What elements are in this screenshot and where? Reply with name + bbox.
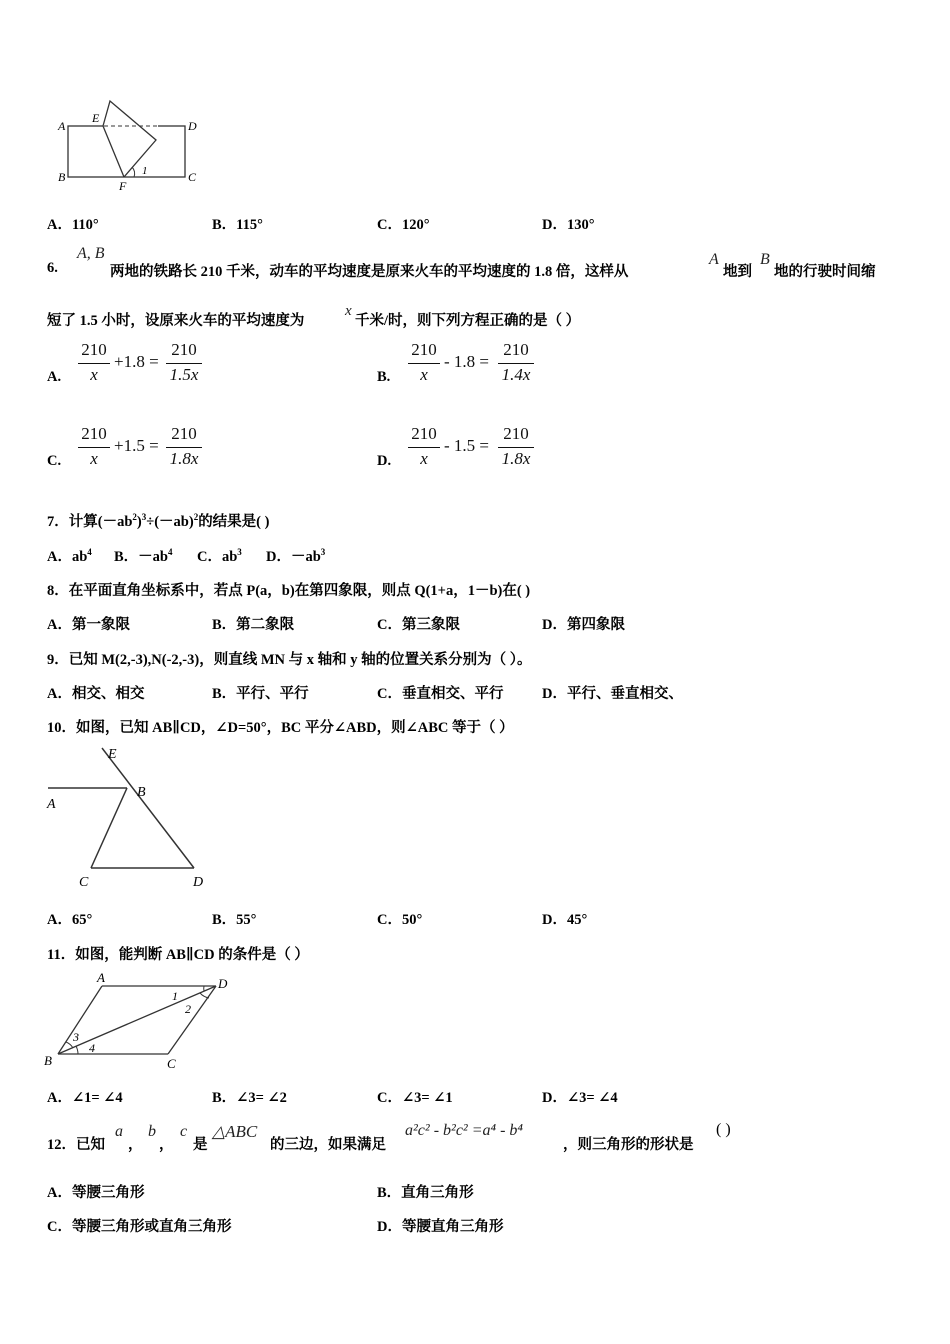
q10-label-a: A xyxy=(47,797,56,812)
q12-sep-1: ， xyxy=(128,1137,143,1153)
q5-label-b: B xyxy=(58,170,66,184)
q12-option-c: C．等腰三角形或直角三角形 xyxy=(47,1219,232,1235)
q8-stem: 8．在平面直角坐标系中，若点 P(a，b)在第四象限，则点 Q(1+a，1－b)在( ) xyxy=(47,583,531,599)
q11-option-c: C．∠3= ∠1 xyxy=(377,1090,453,1106)
q6-c-bar-1 xyxy=(78,447,110,448)
q9-stem: 9．已知 M(2,-3),N(-2,-3)，则直线 MN 与 x 轴和 y 轴的位置关系分别为（ ）。 xyxy=(47,652,532,668)
q5-label-e: E xyxy=(92,111,100,125)
q10-option-d: D．45° xyxy=(542,912,588,928)
q11-option-b: B．∠3= ∠2 xyxy=(212,1090,287,1106)
q5-label-d: D xyxy=(188,119,197,133)
q6-a-numerator-1: 210 xyxy=(81,340,107,359)
q12-option-b: B．直角三角形 xyxy=(377,1185,474,1201)
q10-option-c: C．50° xyxy=(377,912,423,928)
q5-label-c: C xyxy=(188,170,197,184)
q6-b-operator: - 1.8 = xyxy=(444,352,489,371)
q6-option-d-letter: D. xyxy=(377,453,392,469)
q6-ab: A, B xyxy=(77,245,105,262)
q7-option-c: C．$ab^3$ xyxy=(197,547,242,565)
q11-label-3: 3 xyxy=(73,1030,79,1044)
q10-figure xyxy=(45,742,215,892)
q6-b-denominator-1: x xyxy=(420,365,428,384)
q6-b-bar-1 xyxy=(408,363,440,364)
q6-b-numerator-2: 210 xyxy=(503,340,529,359)
q6-var-x: x xyxy=(345,303,352,319)
q6-option-c-letter: C. xyxy=(47,453,62,469)
q6-option-b-equation xyxy=(408,340,548,390)
q10-label-e: E xyxy=(108,747,117,762)
q6-a-denominator-2: 1.5x xyxy=(169,365,199,384)
q6-a-denominator-1: x xyxy=(90,365,98,384)
q6-option-a-letter: A. xyxy=(47,369,62,385)
q11-option-d: D．∠3= ∠4 xyxy=(542,1090,618,1106)
q6-d-bar-1 xyxy=(408,447,440,448)
q11-label-c: C xyxy=(167,1056,176,1071)
q6-text1: 两地的铁路长 210 千米，动车的平均速度是原来火车的平均速度的 1.8 倍，这样从 xyxy=(110,264,629,280)
q6-c-denominator-1: x xyxy=(90,449,98,468)
q11-label-2: 2 xyxy=(185,1002,191,1016)
q11-label-a: A xyxy=(97,970,105,985)
q6-d-numerator-1: 210 xyxy=(411,424,437,443)
q12-triangle: △ABC xyxy=(212,1122,258,1141)
q5-label-1: 1 xyxy=(142,165,148,177)
q6-line2a: 短了 1.5 小时，设原来火车的平均速度为 xyxy=(47,313,305,329)
q6-var-a: A xyxy=(709,251,719,268)
q10-option-b: B．55° xyxy=(212,912,257,928)
q7-option-b: B．$-ab^4$ xyxy=(114,547,173,565)
q5-option-c: C．120° xyxy=(377,217,430,233)
q12-var-c: c xyxy=(180,1123,188,1140)
q6-d-bar-2 xyxy=(498,447,534,448)
q12-answer-paren: ( ) xyxy=(716,1121,731,1138)
q12-text2: 的三边，如果满足 xyxy=(270,1137,386,1153)
q5-label-a: A xyxy=(58,119,66,133)
q6-c-operator: +1.5 = xyxy=(114,436,159,455)
q12-number: 12．已知 xyxy=(47,1137,105,1153)
q12-var-a: a xyxy=(115,1123,123,1140)
q8-option-a: A．第一象限 xyxy=(47,617,130,633)
q6-option-b-letter: B. xyxy=(377,369,391,385)
q6-number: 6. xyxy=(47,260,58,276)
q12-option-d: D．等腰直角三角形 xyxy=(377,1219,504,1235)
q11-stem: 11．如图，能判断 AB∥CD 的条件是（ ） xyxy=(47,947,309,963)
q12-text3: ，则三角形的形状是 xyxy=(563,1137,694,1153)
q6-var-b: B xyxy=(760,251,770,268)
q12-option-a: A．等腰三角形 xyxy=(47,1185,145,1201)
q6-d-operator: - 1.5 = xyxy=(444,436,489,455)
q11-label-d: D xyxy=(218,976,228,991)
q6-text3: 地的行驶时间缩 xyxy=(774,264,876,280)
q6-b-numerator-1: 210 xyxy=(411,340,437,359)
q6-line2b: 千米/时，则下列方程正确的是（ ） xyxy=(355,313,581,329)
q11-label-1: 1 xyxy=(172,989,178,1003)
q10-label-c: C xyxy=(79,875,89,890)
q5-figure xyxy=(48,95,208,195)
q6-text2: 地到 xyxy=(723,264,752,280)
q12-var-b: b xyxy=(148,1123,156,1140)
q8-option-c: C．第三象限 xyxy=(377,617,460,633)
q12-sep-2: ， xyxy=(159,1137,174,1153)
q6-option-a-equation xyxy=(78,340,218,390)
q6-d-denominator-1: x xyxy=(420,449,428,468)
q9-option-a: A．相交、相交 xyxy=(47,686,145,702)
q12-text1: 是 xyxy=(193,1137,208,1153)
q11-label-b: B xyxy=(44,1053,52,1068)
q11-label-4: 4 xyxy=(89,1041,95,1055)
q7-option-d: D．$-ab^3$ xyxy=(266,547,326,565)
q5-option-a: A．110° xyxy=(47,217,99,233)
q10-label-b: B xyxy=(137,785,146,800)
q6-a-bar-2 xyxy=(166,363,202,364)
q6-b-denominator-2: 1.4x xyxy=(501,365,531,384)
q9-option-d: D．平行、垂直相交、 xyxy=(542,686,683,702)
q6-option-d-equation xyxy=(408,424,548,474)
q6-a-bar-1 xyxy=(78,363,110,364)
q6-c-bar-2 xyxy=(166,447,202,448)
q10-stem: 10．如图，已知 AB∥CD，∠D=50°，BC 平分∠ABD，则∠ABC 等于（ ） xyxy=(47,720,514,736)
q6-a-numerator-2: 210 xyxy=(171,340,197,359)
q9-option-c: C．垂直相交、平行 xyxy=(377,686,504,702)
q6-a-operator: +1.8 = xyxy=(114,352,159,371)
q9-option-b: B．平行、平行 xyxy=(212,686,309,702)
q6-d-denominator-2: 1.8x xyxy=(501,449,531,468)
q7-option-a: A．$ab^4$ xyxy=(47,547,92,565)
q10-label-d: D xyxy=(193,875,204,890)
q7-stem: 7．计算$(-ab^2)^3\div(-ab)^2$的结果是( ) xyxy=(47,512,270,530)
q5-label-f: F xyxy=(119,179,127,193)
q5-option-d: D．130° xyxy=(542,217,595,233)
q10-option-a: A．65° xyxy=(47,912,93,928)
q5-option-b: B．115° xyxy=(212,217,263,233)
q6-d-numerator-2: 210 xyxy=(503,424,529,443)
q6-b-bar-2 xyxy=(498,363,534,364)
q6-c-denominator-2: 1.8x xyxy=(169,449,199,468)
q8-option-b: B．第二象限 xyxy=(212,617,295,633)
q6-option-c-equation xyxy=(78,424,218,474)
q8-option-d: D．第四象限 xyxy=(542,617,625,633)
q12-equation: a²c² - b²c² =a⁴ - b⁴ xyxy=(405,1122,523,1139)
q6-c-numerator-2: 210 xyxy=(171,424,197,443)
q11-figure xyxy=(40,968,240,1076)
q6-c-numerator-1: 210 xyxy=(81,424,107,443)
q11-option-a: A．∠1= ∠4 xyxy=(47,1090,123,1106)
